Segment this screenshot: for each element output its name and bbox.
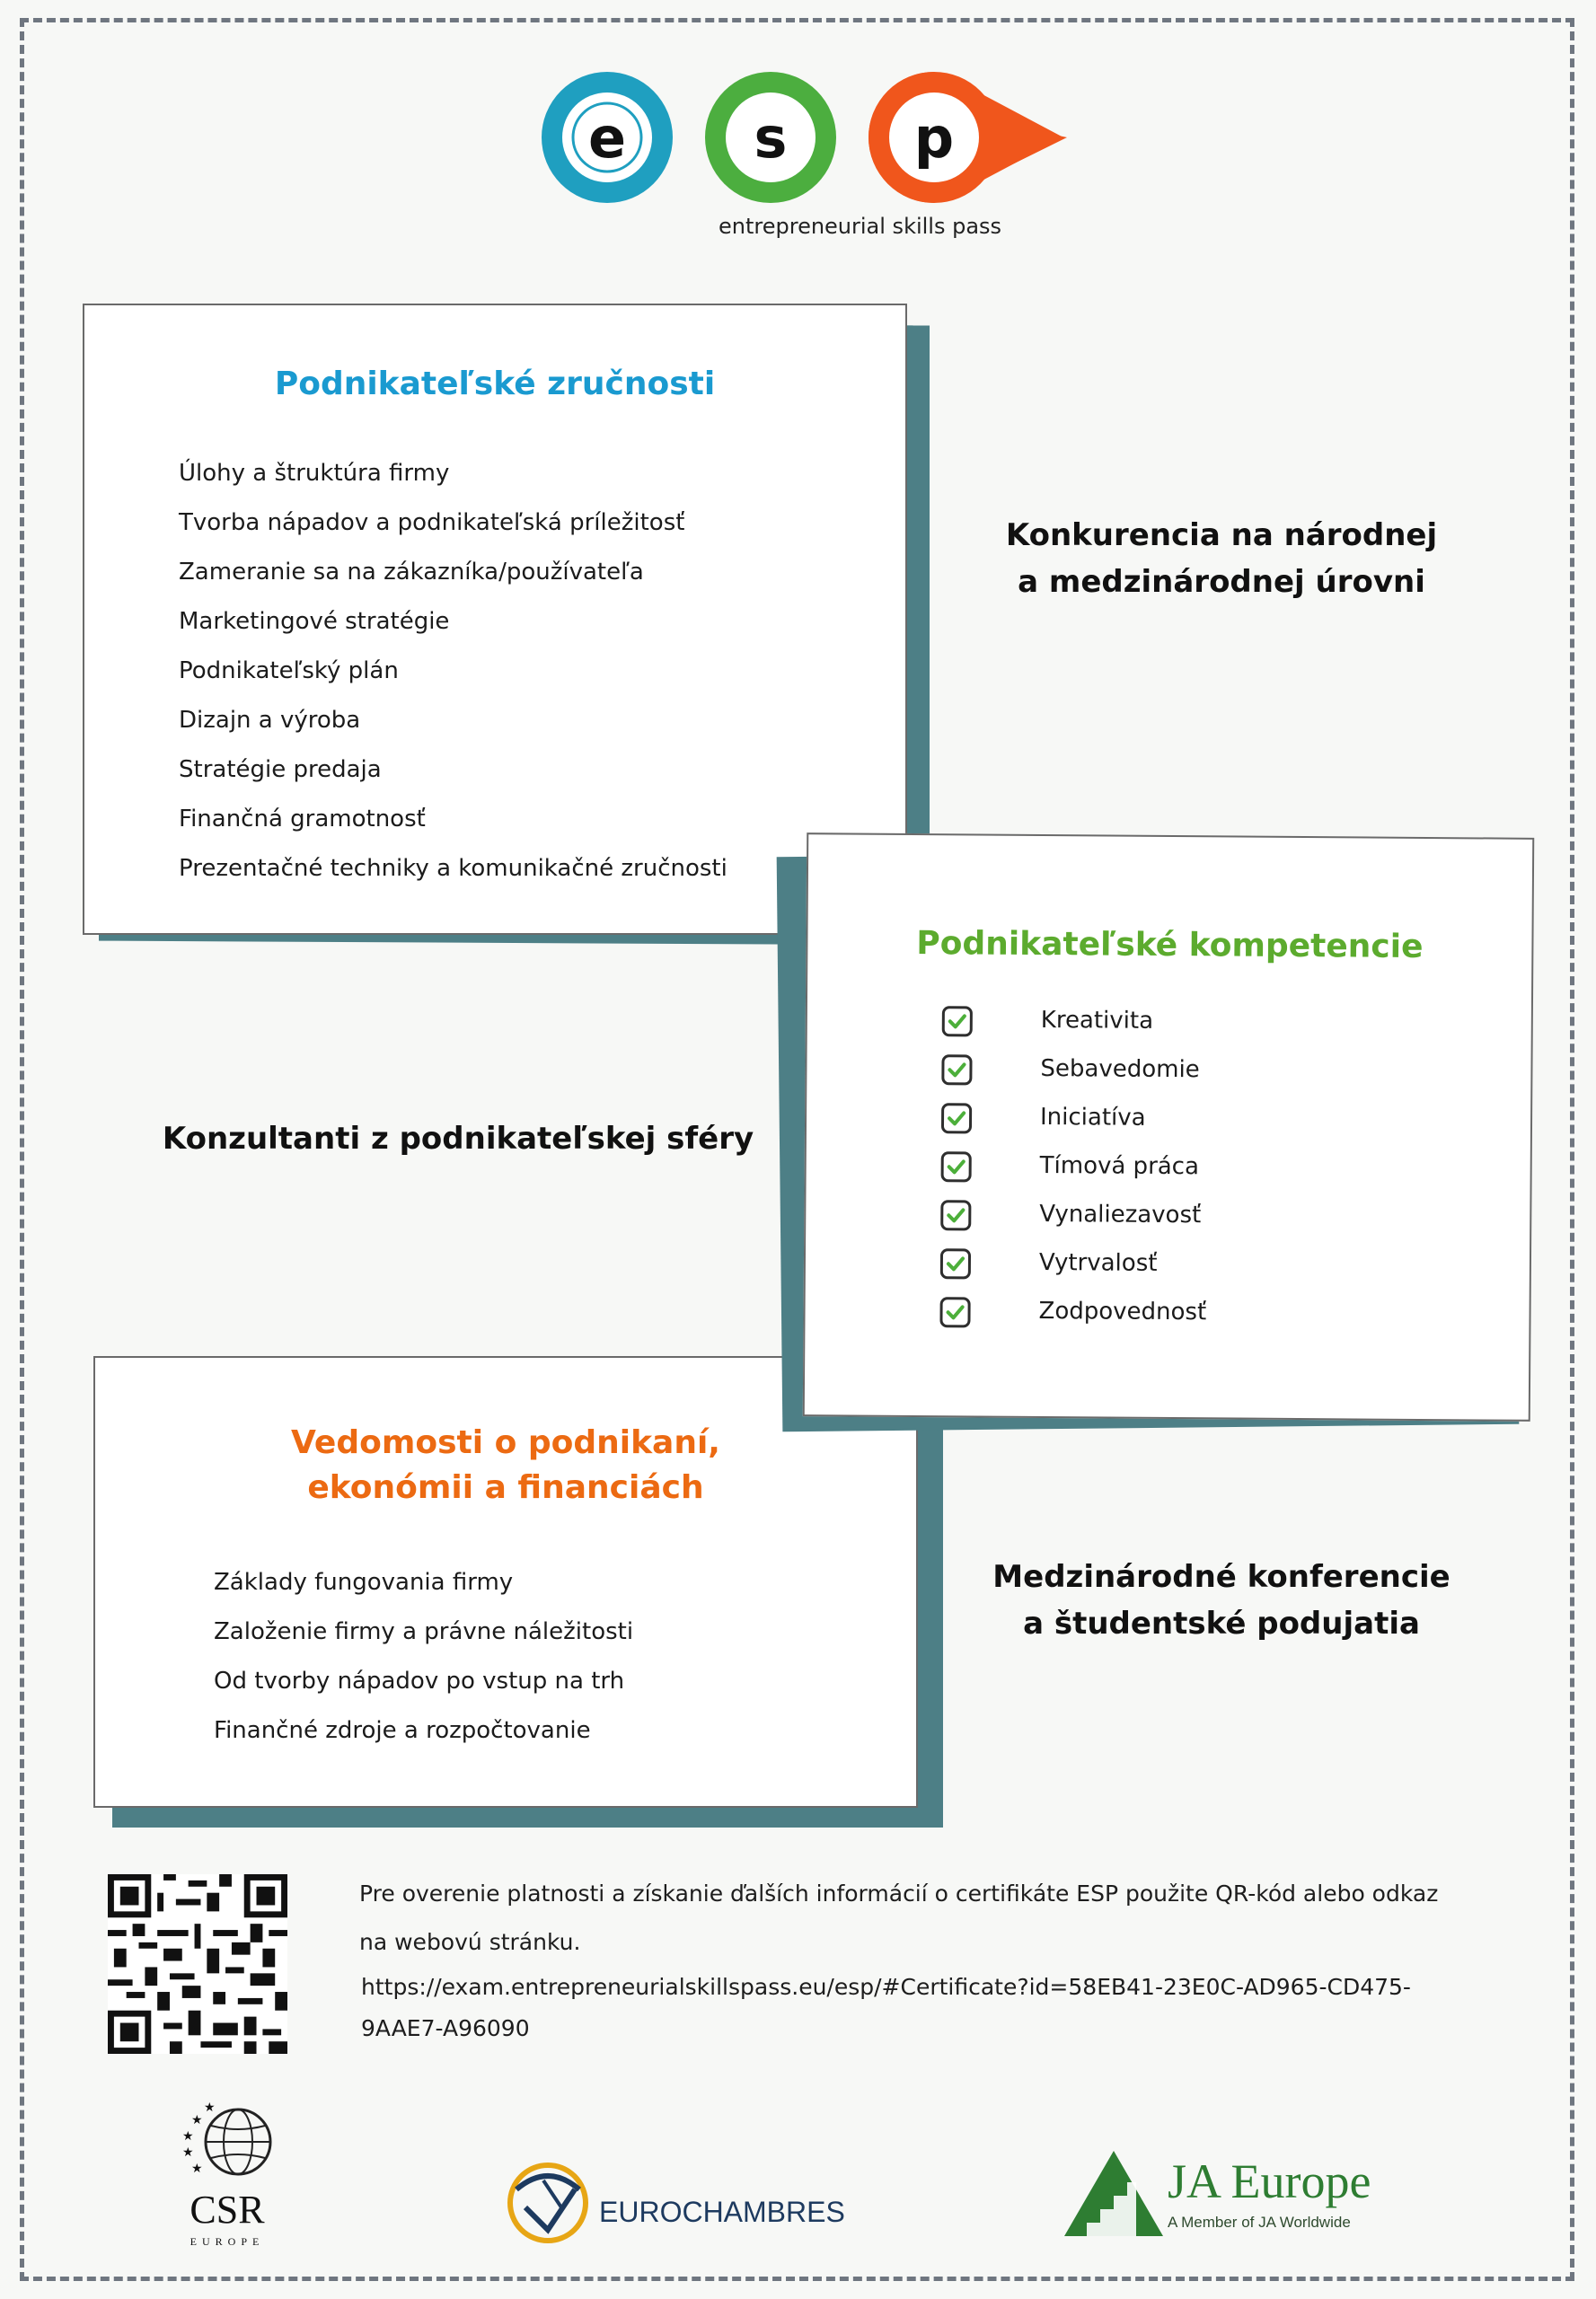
skills-list — [179, 449, 727, 894]
svg-text:★: ★ — [191, 2113, 203, 2127]
logo-subtitle: entrepreneurial skills pass — [719, 214, 1002, 239]
skills-card — [83, 304, 907, 935]
logo-letter-s: s — [754, 105, 788, 171]
checkbox-checked-icon — [941, 1054, 972, 1085]
list-item: Finančné zdroje a rozpočtovanie — [214, 1717, 591, 1744]
logo-letter-p: p — [913, 105, 955, 171]
checkbox-checked-icon — [940, 1200, 971, 1230]
verification-text: Pre overenie platnosti a získanie ďalších informácií o certifikáte ESP použite QR-kód alebo odkaz na webovú stránku. — [359, 1881, 1439, 1955]
list-item: Úlohy a štruktúra firmy — [179, 460, 450, 487]
list-item: Stratégie predaja — [179, 756, 382, 783]
competence-item: Zodpovednosť — [1038, 1297, 1207, 1326]
list-item: Podnikateľský plán — [179, 657, 399, 684]
svg-text:★: ★ — [182, 2145, 194, 2160]
competence-item: Vytrvalosť — [1038, 1248, 1158, 1277]
competition-label: Konkurencia na národnej a medzinárodnej úrovni — [1005, 517, 1438, 600]
consultants-label: Konzultanti z podnikateľskej sféry — [162, 1121, 754, 1157]
list-item: Finančná gramotnosť — [179, 806, 426, 832]
competences-title: Podnikateľské kompetencie — [916, 925, 1424, 965]
svg-text:★: ★ — [182, 2129, 194, 2144]
checkbox-checked-icon — [941, 1103, 972, 1133]
csr-europe-logo — [175, 2097, 292, 2259]
knowledge-list — [214, 1558, 633, 1756]
competence-item: Sebavedomie — [1040, 1055, 1200, 1084]
checkbox-checked-icon — [939, 1297, 970, 1327]
svg-text:CSR: CSR — [190, 2188, 265, 2232]
list-item: Prezentačné techniky a komunikačné zručnosti — [179, 855, 727, 882]
ja-europe-sub: A Member of JA Worldwide — [1168, 2214, 1351, 2231]
checkbox-checked-icon — [940, 1248, 971, 1279]
qr-code-icon[interactable] — [108, 1874, 287, 2054]
list-item: Marketingové stratégie — [179, 608, 450, 635]
eurochambres-name: EUROCHAMBRES — [599, 2196, 845, 2228]
checkbox-checked-icon — [941, 1151, 972, 1182]
svg-text:★: ★ — [191, 2162, 203, 2176]
list-item: Zameranie sa na zákazníka/používateľa — [179, 559, 644, 586]
knowledge-title: Vedomosti o podnikaní, ekonómii a financiách — [291, 1424, 720, 1506]
svg-text:★: ★ — [204, 2101, 216, 2115]
checkbox-checked-icon — [942, 1006, 973, 1036]
competence-item: Iniciatíva — [1039, 1104, 1146, 1132]
globe-stars-icon — [182, 2101, 270, 2176]
conferences-label: Medzinárodné konferencie a študentské podujatia — [992, 1559, 1451, 1642]
ja-europe-name: JA Europe — [1168, 2154, 1371, 2208]
competence-item: Kreativita — [1040, 1007, 1154, 1035]
list-item: Založenie firmy a právne náležitosti — [214, 1618, 634, 1645]
competences-card — [803, 832, 1535, 1422]
list-item: Základy fungovania firmy — [214, 1569, 514, 1596]
competence-item: Vynaliezavosť — [1039, 1200, 1202, 1229]
logo-letter-e: e — [587, 105, 627, 171]
eurochambres-emblem-icon — [498, 2154, 597, 2252]
list-item: Od tvorby nápadov po vstup na trh — [214, 1668, 625, 1695]
competence-item: Tímová práca — [1039, 1152, 1200, 1181]
svg-text:EUROPE: EUROPE — [190, 2235, 265, 2248]
verification-url[interactable]: https://exam.entrepreneurialskillspass.eu/esp/#Certificate?id=58EB41-23E0C-AD965-CD475- 9AAE7-A96090 — [361, 1974, 1411, 2041]
skills-title: Podnikateľské zručnosti — [274, 366, 716, 402]
ja-stairs-icon — [1064, 2151, 1163, 2236]
list-item: Tvorba nápadov a podnikateľská príležitosť — [179, 509, 685, 536]
list-item: Dizajn a výroba — [179, 707, 361, 734]
